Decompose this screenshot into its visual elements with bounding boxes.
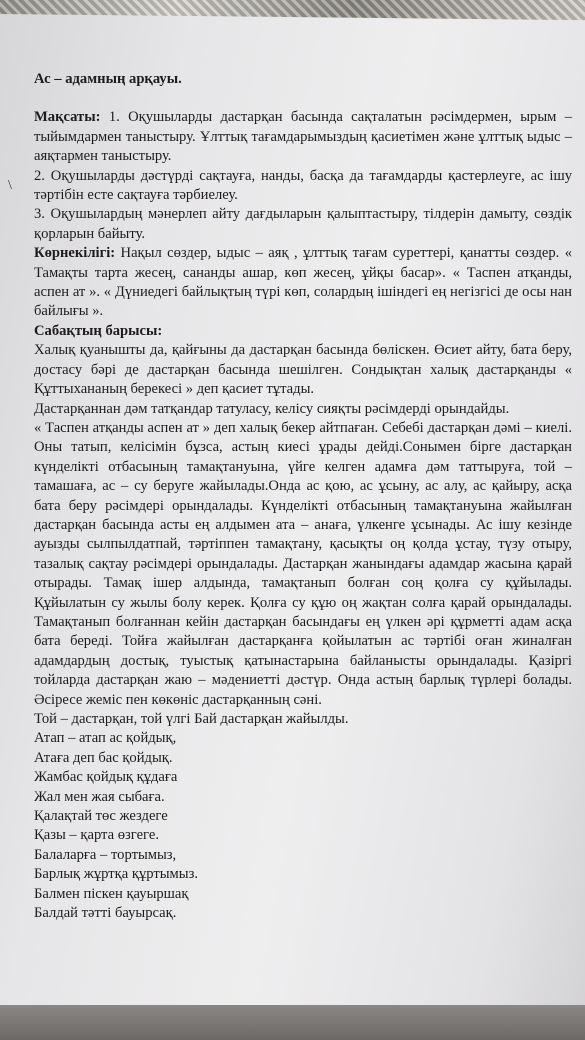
poem-line: Балдай тәтті бауырсақ. [34, 905, 177, 922]
lesson-paragraph-4: Той – дастарқан, той үлгі Бай дастарқан жайылды. [34, 711, 349, 727]
poem-line: Қазы – қарта өзгеге. [34, 827, 159, 844]
visuals-text: Нақыл сөздер, ыдыс – аяқ , ұлттық тағам суреттері, қанатты сөздер. « Тамақты тарта жесең, сананды ашар, көп жесең, ұйқы басар». « Таспен атқанды, аспен ат ». « Дүниедегі байлықтың түрі көп, солардың ішіндегі ең негізгісі де осы нан байлығы ». [34, 245, 572, 320]
lesson-paragraph-1: Халық қуанышты да, қайғыны да дастарқан басында бөліскен. Өсиет айту, бата беру, достасу бәрі де дастарқан басында шешілген. Сондықтан халық дастарқанды « Құттыхананың берекесі » деп қасиет тұтады. [34, 342, 572, 398]
margin-pen-mark: \ [8, 178, 12, 193]
visuals-paragraph [34, 244, 572, 322]
poem-line: Атаға деп бас қойдық. [34, 749, 173, 766]
lesson-paragraph-2: Дастарқаннан дәм татқандар татуласу, келісу сияқты рәсімдерді орындайды. [34, 400, 510, 417]
goals-item-3: 3. Оқушылардың мәнерлеп айту дағдыларын қалыптастыру, тілдерін дамыту, сөздік қорларын байыту. [34, 206, 572, 242]
goals-label: Мақсаты: [34, 109, 101, 126]
poem-line: Барлық жұртқа құртымыз. [34, 866, 198, 883]
lesson-paragraph-3: « Таспен атқанды аспен ат » деп халық бекер айтпаған. Себебі дастарқан дәмі – киелі. Оны татып, келісімін бұзса, астың киесі ұрады дейді.Сонымен бірге дастарқан күнделікті отбасының тамақтануына, үйге келген адамға дәм таттыруға, той – тамашаға, ас – су беруге жайылады.Онда ас қою, ас ұсыну, ас алу, ас қайыру, асқа бата беру рәсімдері орындалады. Күнделікті отбасының тамақтануына жайылған дастарқан басында асты ең алдымен ата – анаға, үлкенге ұсынады. Ас ішу кезінде ауызды сылпылдатпай, тәртіппен тамақтану, қасықты оң қолда ұстау, түзу отыру, тазалық сақтау рәсімдері орындалады. Дастарқан жанындағы адамдар жасына қарай отырады. Тамақ ішер алдында, тамақтанып болған соң қолға су құйылады. Құйылатын су жылы болу керек. Қолға су құю оң жақтан солға қарай орындалады. Тамақтанып болғаннан кейін дастарқан басындағы ең үлкен әрі құрметті адам асқа бата береді. Тойға жайылған дастарқанға қойылатын ас тәртібі оған жиналған адамдардың достық, туыстық қатынастарына байланысты орындалады. Қазіргі тойларда дастарқан жаю – мәдениетті дәстүр. Онда астың барлық түрлері болады. Әсіресе жеміс пен көкөніс дастарқанның сәні. [34, 419, 572, 708]
poem-line: Қалақтай төс жездеге [34, 808, 168, 825]
poem-line: Жал мен жая сыбаға. [34, 788, 165, 805]
poem-line: Балаларға – тортымыз, [34, 846, 177, 863]
poem-line: Балмен піскен қауыршақ [34, 885, 189, 902]
visuals-label: Көрнекілігі: [34, 245, 116, 262]
poem-line: Жамбас қойдық құдаға [34, 769, 178, 786]
goals-paragraph [34, 108, 572, 166]
goals-item-2: 2. Оқушыларды дәстүрді сақтауға, нанды, басқа да тағамдарды қастерлеуге, ас ішу тәртібін есте сақтауға тәрбиелеу. [34, 167, 572, 204]
document-title: Ас – адамның арқауы. [34, 71, 182, 87]
document-body [34, 70, 572, 923]
page-bottom-edge [0, 1005, 585, 1040]
poem-line: Атап – атап ас қойдық, [34, 730, 177, 747]
lesson-heading: Сабақтың барысы: [34, 322, 163, 339]
goals-item-1: 1. Оқушыларды дастарқан басында сақталатын рәсімдермен, ырым – тыйымдармен таныстыру. Ұлттық тағамдарымыздың қасиетімен және ұлттық ыдыс – аяқтармен таныстыру. [34, 109, 572, 165]
poem [34, 729, 572, 923]
